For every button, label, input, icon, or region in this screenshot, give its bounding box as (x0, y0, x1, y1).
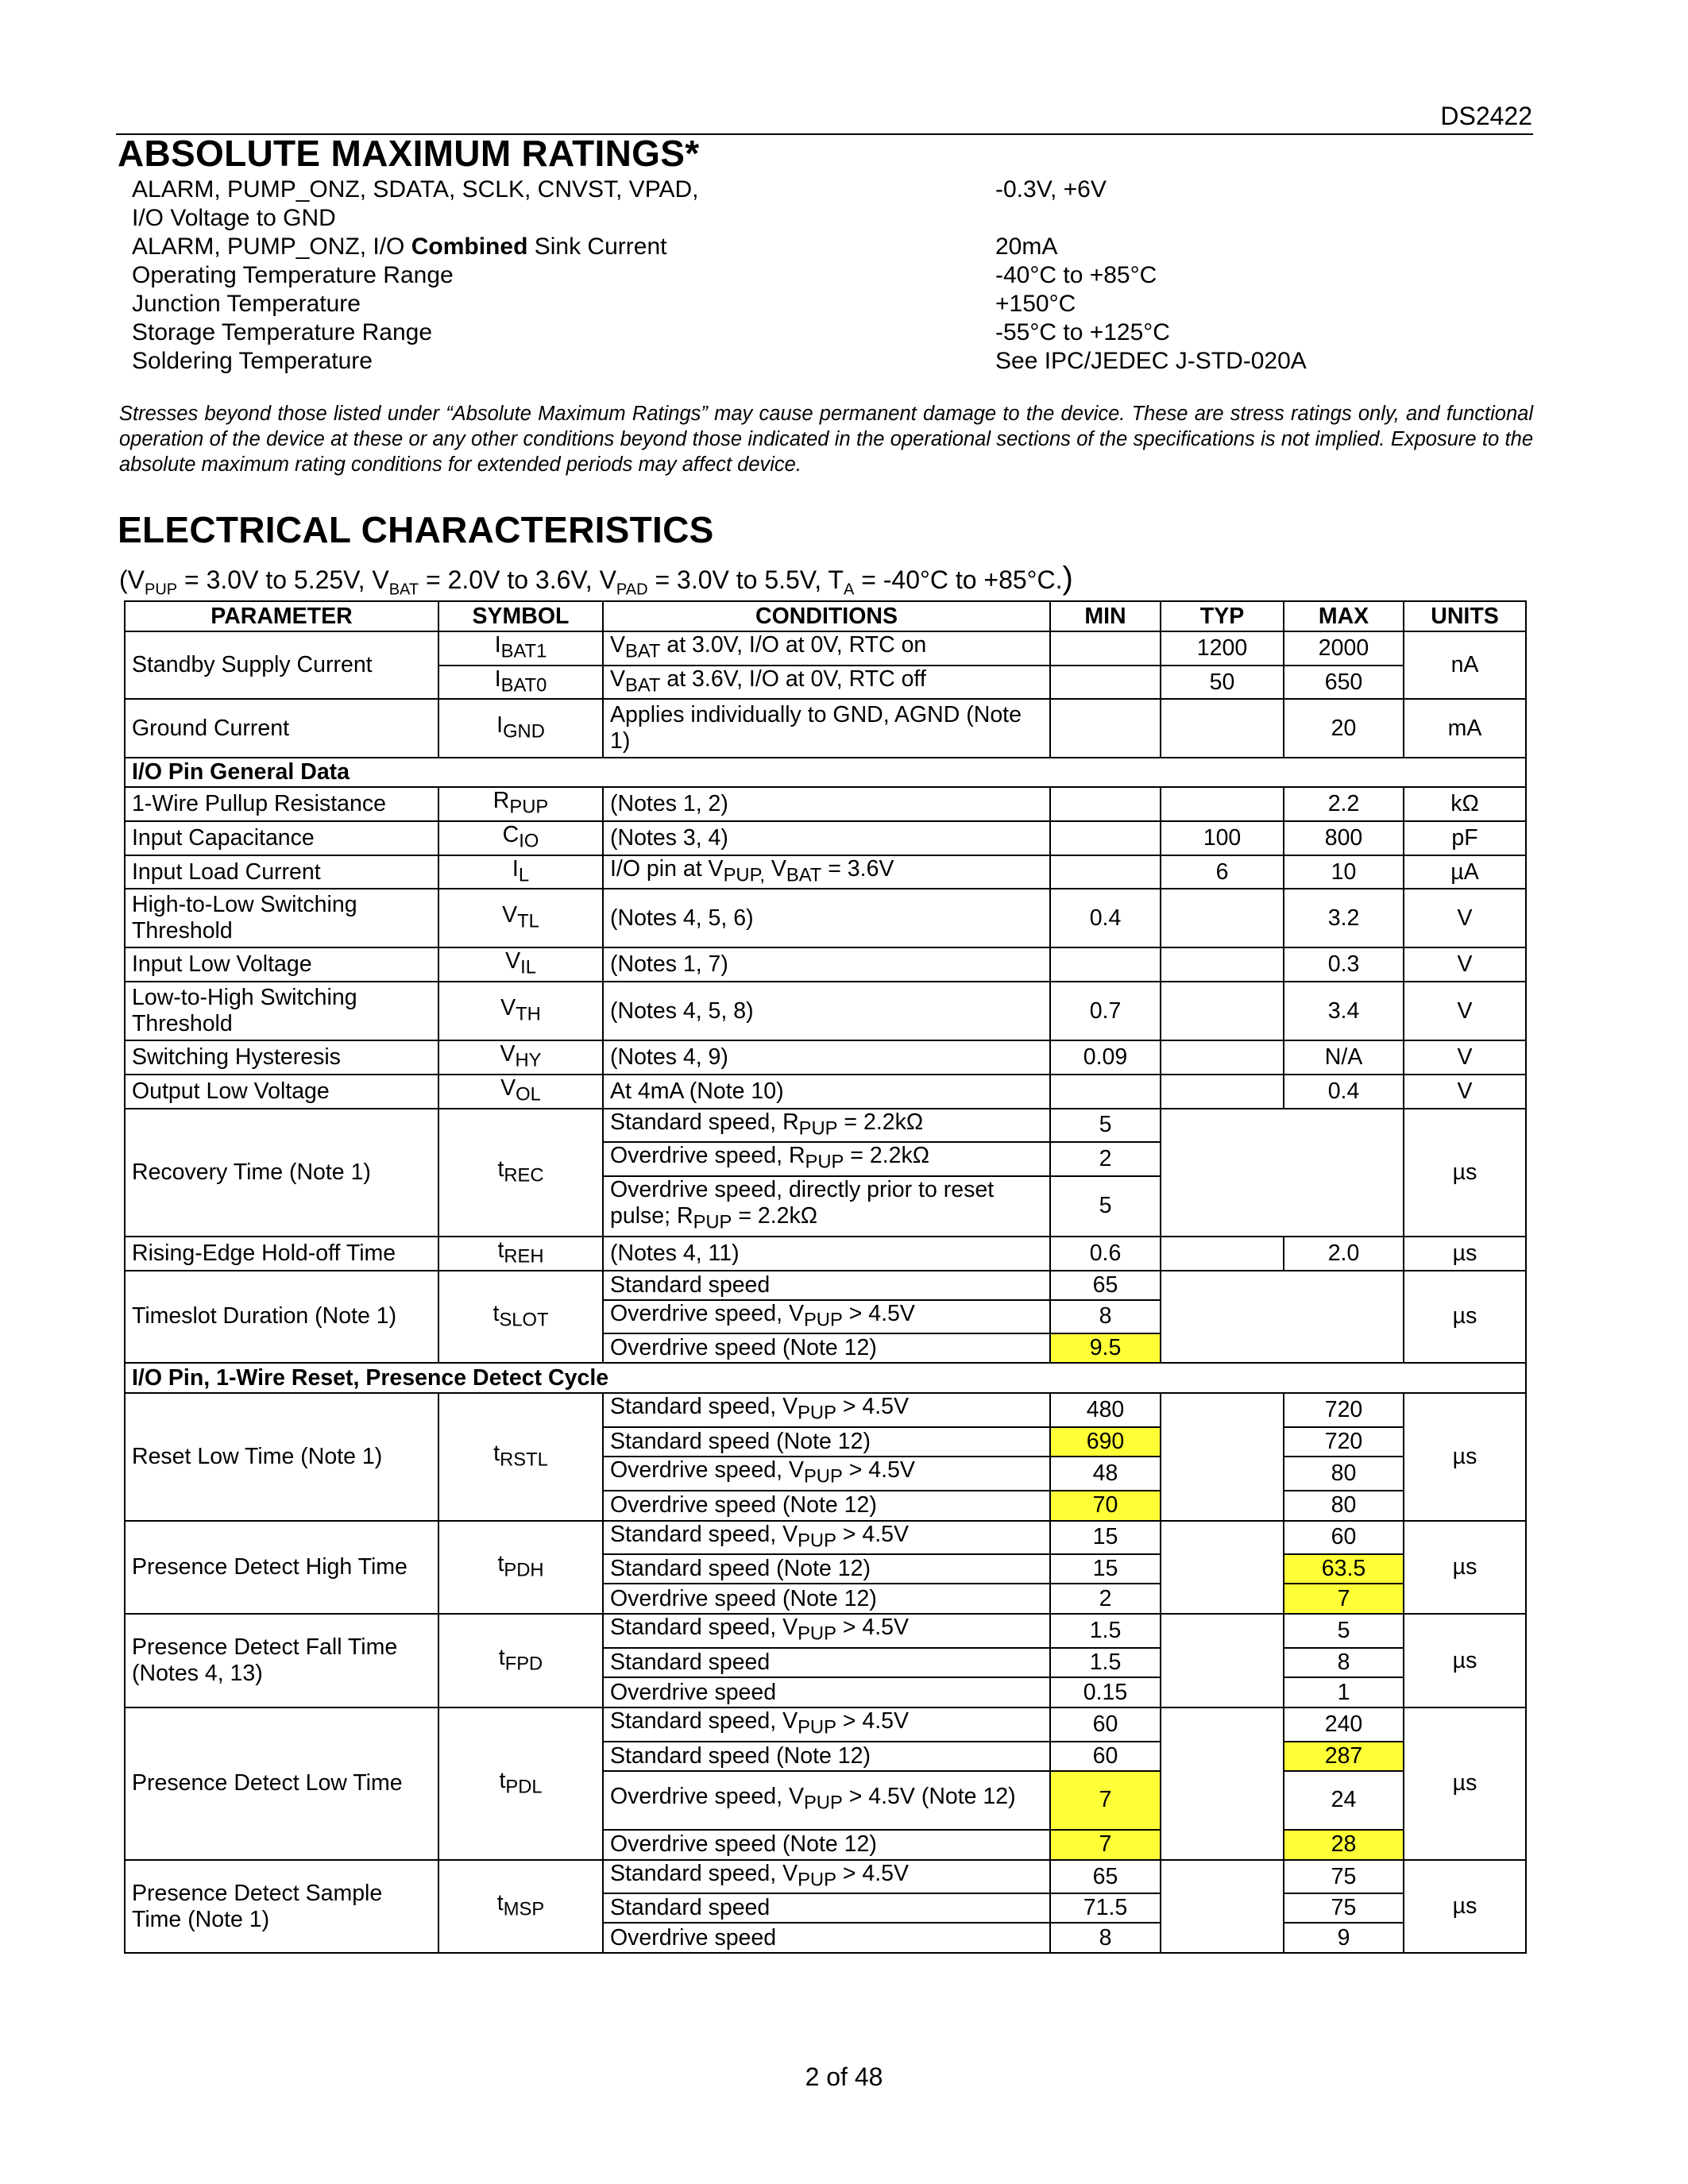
conditions-cell: Standard speed, $V_{PUP} > 4.5V$ (603, 1707, 1050, 1742)
conditions-cell: Standard speed (603, 1271, 1050, 1300)
conditions-cell: Overdrive speed (603, 1677, 1050, 1707)
amr-row (132, 233, 1530, 261)
section-row (125, 1363, 1526, 1393)
param-cell: Reset Low Time (Note 1) (125, 1393, 438, 1520)
max-cell: N/A (1284, 1040, 1404, 1075)
symbol-cell: $I_{BAT1}$ (438, 631, 603, 666)
param-cell: Switching Hysteresis (125, 1040, 438, 1075)
typ-cell (1161, 1521, 1284, 1615)
min-cell: 60 (1050, 1742, 1161, 1771)
table-row (125, 1075, 1526, 1109)
min-cell (1050, 947, 1161, 982)
amr-param: ALARM, PUMP_ONZ, SDATA, SCLK, CNVST, VPAD, (132, 176, 699, 203)
min-cell-highlighted: 70 (1050, 1491, 1161, 1521)
table-row (125, 1040, 1526, 1075)
amr-row (132, 176, 1530, 204)
conditions-cell: (Notes 4, 9) (603, 1040, 1050, 1075)
amr-row (132, 261, 1530, 290)
max-cell: 75 (1284, 1860, 1404, 1894)
min-cell: 5 (1050, 1109, 1161, 1143)
conditions-cell: Standard speed, $R_{PUP} = 2.2k\Omega$ (603, 1109, 1050, 1143)
amr-param: ALARM, PUMP_ONZ, I/O Combined Sink Current (132, 233, 667, 260)
typ-cell (1161, 787, 1284, 821)
conditions-cell: Standard speed, $V_{PUP} > 4.5V$ (603, 1614, 1050, 1648)
conditions-cell: $V_{BAT}$ at 3.6V, I/O at 0V, RTC off (603, 666, 1050, 700)
conditions-cell: Overdrive speed, $R_{PUP} = 2.2k\Omega$ (603, 1142, 1050, 1176)
empty-cell (1161, 1271, 1404, 1364)
min-cell (1050, 1075, 1161, 1109)
table-row (125, 1860, 1526, 1894)
units-cell: µA (1404, 855, 1526, 889)
section-row (125, 758, 1526, 787)
max-cell-highlighted: 7 (1284, 1584, 1404, 1614)
max-cell: 8 (1284, 1648, 1404, 1677)
max-cell: 720 (1284, 1427, 1404, 1457)
units-cell: µs (1404, 1614, 1526, 1707)
min-cell: 480 (1050, 1393, 1161, 1427)
param-cell: Standby Supply Current (125, 631, 438, 699)
amr-row (132, 347, 1530, 376)
min-cell: 0.4 (1050, 889, 1161, 947)
ec-table (124, 600, 1527, 1954)
units-cell: V (1404, 1075, 1526, 1109)
param-cell: Timeslot Duration (Note 1) (125, 1271, 438, 1364)
min-cell: 2 (1050, 1584, 1161, 1614)
max-cell: 800 (1284, 821, 1404, 855)
conditions-cell: Overdrive speed (Note 12) (603, 1830, 1050, 1860)
amr-value: -55°C to +125°C (995, 319, 1170, 345)
conditions-cell: (Notes 1, 7) (603, 947, 1050, 982)
min-cell (1050, 821, 1161, 855)
max-cell: 2000 (1284, 631, 1404, 666)
col-header-max: MAX (1284, 601, 1404, 631)
typ-cell (1161, 1075, 1284, 1109)
symbol-cell: $t_{REC}$ (438, 1109, 603, 1237)
max-cell-highlighted: 63.5 (1284, 1554, 1404, 1584)
max-cell-highlighted: 28 (1284, 1830, 1404, 1860)
col-header-conditions: CONDITIONS (603, 601, 1050, 631)
min-cell (1050, 787, 1161, 821)
table-row (125, 1393, 1526, 1427)
table-row (125, 631, 1526, 666)
conditions-cell: Standard speed, $V_{PUP} > 4.5V$ (603, 1860, 1050, 1894)
min-cell-highlighted: 7 (1050, 1771, 1161, 1830)
empty-cell (1161, 1109, 1404, 1237)
typ-cell: 100 (1161, 821, 1284, 855)
section-heading: I/O Pin General Data (125, 758, 1526, 787)
min-cell: 15 (1050, 1554, 1161, 1584)
min-cell: 15 (1050, 1521, 1161, 1555)
col-header-parameter: PARAMETER (125, 601, 438, 631)
min-cell: 8 (1050, 1300, 1161, 1334)
units-cell: µs (1404, 1521, 1526, 1615)
max-cell: 240 (1284, 1707, 1404, 1742)
min-cell: 65 (1050, 1860, 1161, 1894)
param-cell: Presence Detect High Time (125, 1521, 438, 1615)
max-cell: 10 (1284, 855, 1404, 889)
param-cell: Ground Current (125, 699, 438, 758)
symbol-cell: $V_{TH}$ (438, 982, 603, 1040)
conditions-cell: At 4mA (Note 10) (603, 1075, 1050, 1109)
min-cell (1050, 855, 1161, 889)
ec-conditions: ($V_{PUP} = 3.0V$ to 5.25V, $V_{BAT} = 2.0V$ to 3.6V, $V_{PAD} = 3.0V$ to 5.5V, $T_A = -40^\circ C$ to +85°C.) (119, 561, 1073, 599)
units-cell: V (1404, 947, 1526, 982)
amr-row (132, 318, 1530, 347)
conditions-cell: Overdrive speed (Note 12) (603, 1584, 1050, 1614)
max-cell: 24 (1284, 1771, 1404, 1830)
table-row (125, 1271, 1526, 1300)
max-cell: 2.0 (1284, 1237, 1404, 1271)
max-cell: 60 (1284, 1521, 1404, 1555)
symbol-cell: $t_{RSTL}$ (438, 1393, 603, 1520)
min-cell: 0.6 (1050, 1237, 1161, 1271)
typ-cell (1161, 947, 1284, 982)
amr-param: Operating Temperature Range (132, 262, 454, 288)
col-header-units: UNITS (1404, 601, 1526, 631)
param-cell: Input Capacitance (125, 821, 438, 855)
table-row (125, 889, 1526, 947)
table-row (125, 947, 1526, 982)
table-row (125, 787, 1526, 821)
min-cell: 71.5 (1050, 1893, 1161, 1923)
symbol-cell: $t_{FPD}$ (438, 1614, 603, 1707)
min-cell: 2 (1050, 1142, 1161, 1176)
min-cell-highlighted: 9.5 (1050, 1333, 1161, 1363)
max-cell: 5 (1284, 1614, 1404, 1648)
typ-cell (1161, 1707, 1284, 1860)
param-cell: Presence Detect Sample Time (Note 1) (125, 1860, 438, 1954)
typ-cell (1161, 699, 1284, 758)
max-cell: 720 (1284, 1393, 1404, 1427)
table-row (125, 1237, 1526, 1271)
typ-cell (1161, 982, 1284, 1040)
amr-param: I/O Voltage to GND (132, 205, 336, 231)
max-cell: 3.4 (1284, 982, 1404, 1040)
conditions-cell: Overdrive speed (603, 1923, 1050, 1953)
amr-param: Junction Temperature (132, 291, 361, 317)
col-header-symbol: SYMBOL (438, 601, 603, 631)
amr-value: -40°C to +85°C (995, 262, 1157, 288)
amr-title: ABSOLUTE MAXIMUM RATINGS* (118, 133, 700, 174)
amr-value: See IPC/JEDEC J-STD-020A (995, 348, 1307, 374)
min-cell: 0.7 (1050, 982, 1161, 1040)
conditions-cell: $V_{BAT}$ at 3.0V, I/O at 0V, RTC on (603, 631, 1050, 666)
conditions-cell: Overdrive speed (Note 12) (603, 1491, 1050, 1521)
min-cell: 0.09 (1050, 1040, 1161, 1075)
typ-cell (1161, 1040, 1284, 1075)
table-row (125, 855, 1526, 889)
min-cell: 8 (1050, 1923, 1161, 1953)
typ-cell (1161, 889, 1284, 947)
max-cell: 0.4 (1284, 1075, 1404, 1109)
units-cell: V (1404, 889, 1526, 947)
conditions-cell: Overdrive speed, $V_{PUP} > 4.5V$ (603, 1457, 1050, 1491)
table-row (125, 1707, 1526, 1742)
typ-cell (1161, 1860, 1284, 1954)
part-number: DS2422 (1440, 102, 1532, 130)
symbol-cell: $I_{GND}$ (438, 699, 603, 758)
conditions-cell: Overdrive speed, directly prior to reset pulse; $R_{PUP} = 2.2k\Omega$ (603, 1176, 1050, 1237)
symbol-cell: $C_{IO}$ (438, 821, 603, 855)
symbol-cell: $V_{HY}$ (438, 1040, 603, 1075)
typ-cell (1161, 1614, 1284, 1707)
table-row (125, 982, 1526, 1040)
max-cell: 20 (1284, 699, 1404, 758)
max-cell: 1 (1284, 1677, 1404, 1707)
symbol-cell: $t_{REH}$ (438, 1237, 603, 1271)
max-cell: 3.2 (1284, 889, 1404, 947)
col-header-typ: TYP (1161, 601, 1284, 631)
min-cell: 1.5 (1050, 1614, 1161, 1648)
units-cell: µs (1404, 1707, 1526, 1860)
units-cell: µs (1404, 1271, 1526, 1364)
units-cell: µs (1404, 1237, 1526, 1271)
param-cell: Input Low Voltage (125, 947, 438, 982)
param-cell: Recovery Time (Note 1) (125, 1109, 438, 1237)
param-cell: High-to-Low Switching Threshold (125, 889, 438, 947)
param-cell: 1-Wire Pullup Resistance (125, 787, 438, 821)
typ-cell: 6 (1161, 855, 1284, 889)
max-cell: 650 (1284, 666, 1404, 700)
max-cell: 9 (1284, 1923, 1404, 1953)
conditions-cell: (Notes 3, 4) (603, 821, 1050, 855)
col-header-min: MIN (1050, 601, 1161, 631)
min-cell: 48 (1050, 1457, 1161, 1491)
table-row (125, 1614, 1526, 1648)
max-cell: 80 (1284, 1457, 1404, 1491)
min-cell: 1.5 (1050, 1648, 1161, 1677)
units-cell: kΩ (1404, 787, 1526, 821)
symbol-cell: $t_{PDH}$ (438, 1521, 603, 1615)
table-row (125, 1109, 1526, 1143)
amr-param: Soldering Temperature (132, 348, 373, 374)
conditions-cell: (Notes 1, 2) (603, 787, 1050, 821)
amr-row (132, 204, 1530, 233)
table-row (125, 1521, 1526, 1555)
conditions-cell: (Notes 4, 11) (603, 1237, 1050, 1271)
conditions-cell: (Notes 4, 5, 6) (603, 889, 1050, 947)
typ-cell (1161, 1237, 1284, 1271)
max-cell-highlighted: 287 (1284, 1742, 1404, 1771)
symbol-cell: $I_L$ (438, 855, 603, 889)
conditions-cell: Applies individually to GND, AGND (Note 1) (603, 699, 1050, 758)
conditions-cell: Overdrive speed (Note 12) (603, 1333, 1050, 1363)
units-cell: µs (1404, 1860, 1526, 1954)
param-cell: Presence Detect Low Time (125, 1707, 438, 1860)
symbol-cell: $R_{PUP}$ (438, 787, 603, 821)
units-cell: mA (1404, 699, 1526, 758)
min-cell (1050, 631, 1161, 666)
conditions-cell: Standard speed (Note 12) (603, 1742, 1050, 1771)
max-cell: 0.3 (1284, 947, 1404, 982)
min-cell: 60 (1050, 1707, 1161, 1742)
param-cell: Input Load Current (125, 855, 438, 889)
symbol-cell: $t_{MSP}$ (438, 1860, 603, 1954)
units-cell: µs (1404, 1109, 1526, 1237)
param-cell: Low-to-High Switching Threshold (125, 982, 438, 1040)
max-cell: 2.2 (1284, 787, 1404, 821)
param-cell: Output Low Voltage (125, 1075, 438, 1109)
symbol-cell: $V_{TL}$ (438, 889, 603, 947)
conditions-cell: Standard speed, $V_{PUP} > 4.5V$ (603, 1521, 1050, 1555)
conditions-cell: Standard speed (Note 12) (603, 1554, 1050, 1584)
min-cell-highlighted: 7 (1050, 1830, 1161, 1860)
table-row (125, 821, 1526, 855)
stress-note: Stresses beyond those listed under “Absolute Maximum Ratings” may cause permanent damage to the device. These are stress ratings only, and functional operation of the device at these or any other conditions beyond those indicated in the operational sections of the specifications is not implied. Exposure to the absolute maximum rating conditions for extended periods may affect device. (119, 403, 1533, 476)
min-cell: 5 (1050, 1176, 1161, 1237)
typ-cell (1161, 1393, 1284, 1520)
amr-param: Storage Temperature Range (132, 319, 433, 345)
typ-cell: 50 (1161, 666, 1284, 700)
symbol-cell: $V_{IL}$ (438, 947, 603, 982)
typ-cell: 1200 (1161, 631, 1284, 666)
ec-title: ELECTRICAL CHARACTERISTICS (118, 509, 714, 550)
param-cell: Presence Detect Fall Time (Notes 4, 13) (125, 1614, 438, 1707)
conditions-cell: Overdrive speed, $V_{PUP} > 4.5V$ (603, 1300, 1050, 1334)
units-cell: pF (1404, 821, 1526, 855)
conditions-cell: Standard speed (Note 12) (603, 1427, 1050, 1457)
amr-value: +150°C (995, 291, 1076, 317)
param-cell: Rising-Edge Hold-off Time (125, 1237, 438, 1271)
amr-value: 20mA (995, 233, 1058, 260)
units-cell: V (1404, 1040, 1526, 1075)
conditions-cell: I/O pin at $V_{PUP,}$ $V_{BAT} = 3.6V$ (603, 855, 1050, 889)
conditions-cell: (Notes 4, 5, 8) (603, 982, 1050, 1040)
min-cell: 0.15 (1050, 1677, 1161, 1707)
units-cell: V (1404, 982, 1526, 1040)
min-cell (1050, 666, 1161, 700)
min-cell-highlighted: 690 (1050, 1427, 1161, 1457)
units-cell: nA (1404, 631, 1526, 699)
conditions-cell: Overdrive speed, $V_{PUP} > 4.5V$ (Note 12) (603, 1771, 1050, 1830)
conditions-cell: Standard speed (603, 1648, 1050, 1677)
table-row (125, 699, 1526, 758)
page-number: 2 of 48 (805, 2062, 883, 2091)
conditions-cell: Standard speed (603, 1893, 1050, 1923)
symbol-cell: $t_{SLOT}$ (438, 1271, 603, 1364)
amr-row (132, 290, 1530, 318)
min-cell (1050, 699, 1161, 758)
symbol-cell: $t_{PDL}$ (438, 1707, 603, 1860)
section-heading: I/O Pin, 1-Wire Reset, Presence Detect Cycle (125, 1363, 1526, 1393)
table-header-row (125, 601, 1526, 631)
symbol-cell: $V_{OL}$ (438, 1075, 603, 1109)
min-cell: 65 (1050, 1271, 1161, 1300)
symbol-cell: $I_{BAT0}$ (438, 666, 603, 700)
max-cell: 75 (1284, 1893, 1404, 1923)
units-cell: µs (1404, 1393, 1526, 1520)
max-cell: 80 (1284, 1491, 1404, 1521)
conditions-cell: Standard speed, $V_{PUP} > 4.5V$ (603, 1393, 1050, 1427)
amr-value: -0.3V, +6V (995, 176, 1107, 203)
